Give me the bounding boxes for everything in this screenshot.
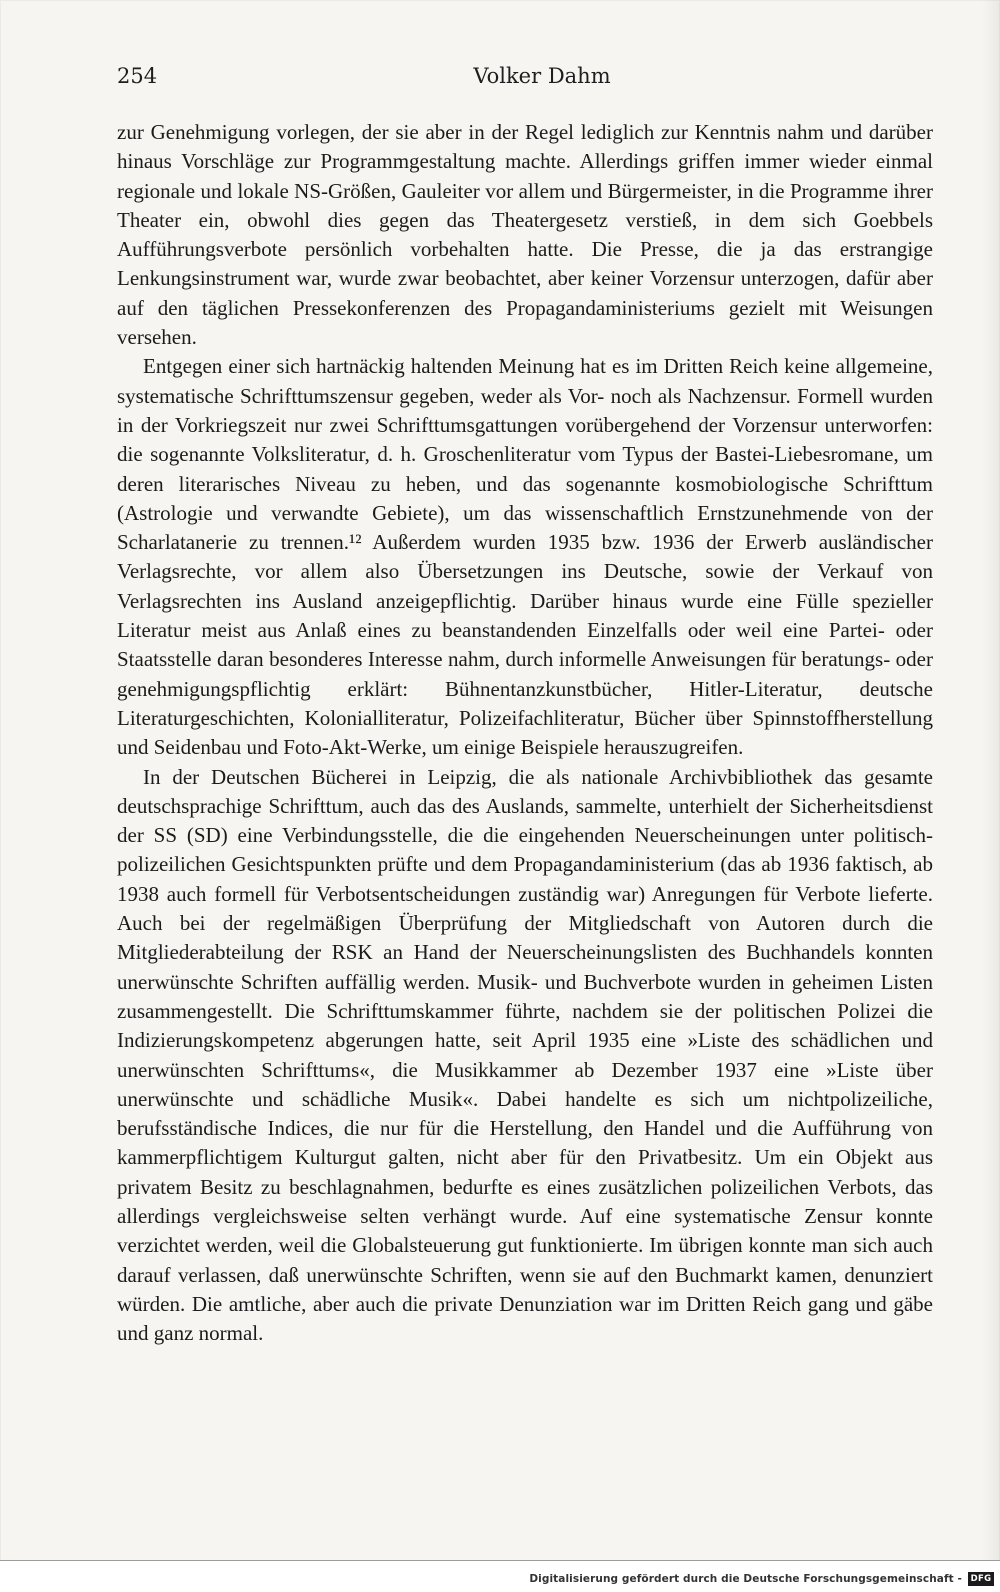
paragraph: In der Deutschen Bücherei in Leipzig, die als nationale Archivbibliothek das gesamte deutschsprachige Schrifttum, auch das des Auslands, sammelte, unterhielt der Sicherheitsdienst der SS (SD) eine Verbindungsstelle, die die eingehenden Neuerscheinungen unter politisch-polizeilichen Gesichtspunkten prüfte und dem Propagandaministerium (das ab 1936 faktisch, ab 1938 auch formell für Verbotsentscheidungen zuständig war) Anregungen für Verbote lieferte. Auch bei der regelmäßigen Überprüfung der Mitgliedschaft von Autoren durch die Mitgliederabteilung der RSK an Hand der Neuerscheinungslisten des Buchhandels konnten unerwünschte Schriften auffällig werden. Musik- und Buchverbote wurden in geheimen Listen zusammengestellt. Die Schrifttumskammer führte, nachdem sie der politischen Polizei die Indizierungskompetenz abgerungen hatte, seit April 1935 eine »Liste des schädlichen und unerwünschten Schrifttums«, die Musikkammer ab Dezember 1937 eine »Liste über unerwünschte und schädliche Musik«. Dabei handelte es sich um nichtpolizeiliche, berufsständische Indices, die nur für die Herstellung, den Handel und die Aufführung von kammerpflichtigem Kulturgut galten, nicht aber für den Privatbesitz. Um ein Objekt aus privatem Besitz zu beschlagnahmen, bedurfte es eines zusätzlichen polizeilichen Verbots, das allerdings vergleichsweise selten verhängt wurde. Auf eine systematische Zensur konnte verzichtet werden, weil die Globalsteuerung gut funktionierte. Im übrigen konnte man sich auch darauf verlassen, daß unerwünschte Schriften, wenn sie auf den Buchmarkt kamen, denunziert würden. Die amtliche, aber auch die private Denunziation war im Dritten Reich gang und gäbe und ganz normal. bbox=[117, 764, 933, 1346]
digitization-credit: Digitalisierung gefördert durch die Deutsche Forschungsgemeinschaft - bbox=[529, 1573, 962, 1585]
page-number: 254 bbox=[117, 64, 158, 88]
running-head bbox=[117, 60, 933, 94]
running-title: Volker Dahm bbox=[473, 64, 611, 88]
paragraph: zur Genehmigung vorlegen, der sie aber in der Regel lediglich zur Kenntnis nahm und darüber hinaus Vorschläge zur Programmgestaltung machte. Allerdings griffen immer wieder einmal regionale und lokale NS-Größen, Gauleiter vor allem und Bürgermeister, in die Programme ihrer Theater ein, obwohl dies gegen das Theatergesetz verstieß, in dem sich Goebbels Aufführungsverbote persönlich vorbehalten hatte. Die Presse, die ja das erstrangige Lenkungsinstrument war, wurde zwar beobachtet, aber keiner Vorzensur unterzogen, dafür aber auf den täglichen Pressekonferenzen des Propagandaministeriums gezielt mit Weisungen versehen. bbox=[117, 120, 933, 350]
paragraph: Entgegen einer sich hartnäckig haltenden Meinung hat es im Dritten Reich keine allgemeine, systematische Schrifttumszensur gegeben, weder als Vor- noch als Nachzensur. Formell wurden in der Vorkriegszeit nur zwei Schrifttumsgattungen vorübergehend der Vorzensur unterworfen: die sogenannte Volksliteratur, d. h. Groschenliteratur vom Typus der Bastei-Liebesromane, um deren literarisches Niveau zu heben, und das sogenannte kosmobiologische Schrifttum (Astrologie und verwandte Gebiete), um das wissenschaftlich Ernstzunehmende von der Scharlatanerie zu trennen.¹² Außerdem wurden 1935 bzw. 1936 der Erwerb ausländischer Verlagsrechte, vor allem also Übersetzungen ins Deutsche, sowie der Verkauf von Verlagsrechten ins Ausland anzeigepflichtig. Darüber hinaus wurde eine Fülle spezieller Literatur meist aus Anlaß eines zu beanstandenden Einzelfalls oder weil eine Partei- oder Staatsstelle daran besonderes Interesse nahm, durch informelle Anweisungen für beratungs- oder genehmigungspflichtig erklärt: Bühnentanzkunstbücher, Hitler-Literatur, deutsche Literaturgeschichten, Kolonialliteratur, Polizeifachliteratur, Bücher über Spinnstoffherstellung und Seidenbau und Foto-Akt-Werke, um einige Beispiele herauszugreifen. bbox=[117, 354, 933, 760]
dfg-logo-icon: DFG bbox=[968, 1572, 994, 1586]
page-edge-shadow bbox=[982, 0, 1000, 1560]
body-text bbox=[117, 118, 933, 1348]
